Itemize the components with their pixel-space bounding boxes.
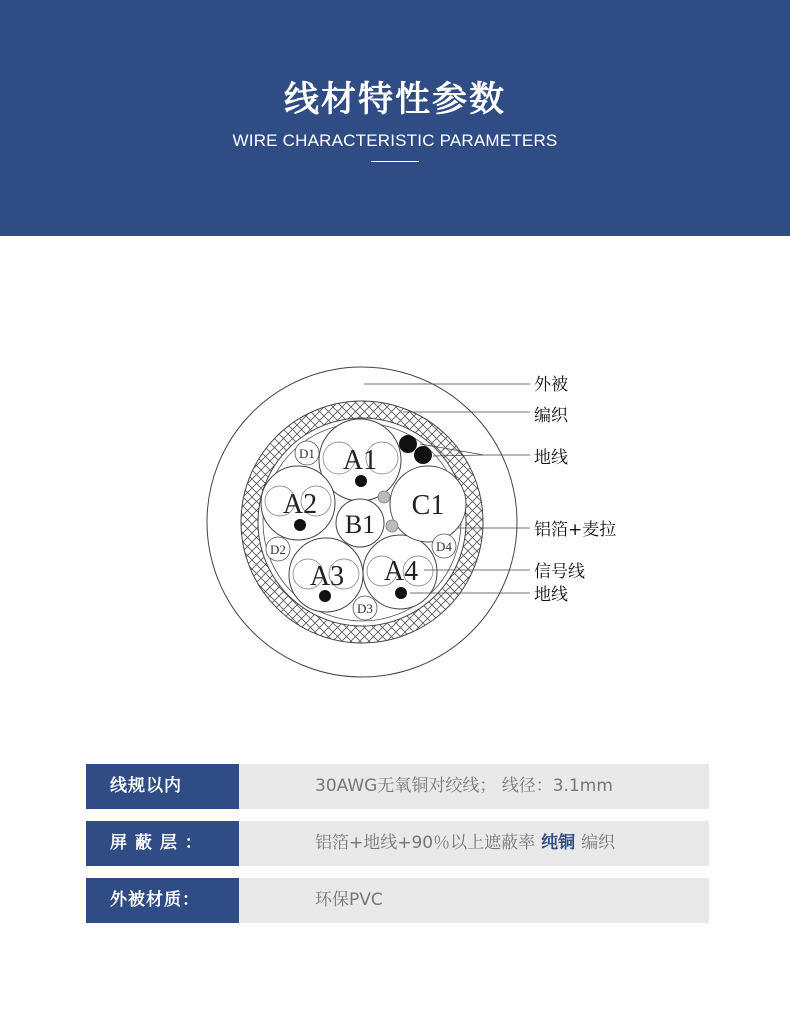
page-title: 线材特性参数 — [283, 80, 506, 120]
spec-value-shield-post: 编织 — [581, 833, 616, 853]
label-a1: A1 — [342, 445, 378, 476]
ground-wire-2 — [414, 446, 432, 464]
filler-d3 — [353, 596, 377, 620]
label-d1: D1 — [299, 446, 315, 461]
label-c1: C1 — [411, 490, 445, 521]
filler-d2 — [266, 537, 290, 561]
spec-label-shield: 屏 蔽 层 ： — [86, 821, 239, 866]
drain-wire-2 — [386, 520, 398, 532]
label-d2: D2 — [270, 542, 286, 557]
callout-foil-mylar: 铝箔+麦拉 — [534, 520, 617, 540]
pair-a2 — [261, 466, 335, 540]
callout-jacket: 外被 — [534, 375, 568, 395]
cable-diagram-svg — [0, 236, 790, 756]
spec-row-shield — [86, 821, 709, 866]
label-d4: D4 — [436, 539, 452, 554]
callout-ground-top: 地线 — [534, 448, 568, 468]
filler-d4 — [432, 534, 456, 558]
spec-value-shield-pre: 铝箔+地线+90％以上遮蔽率 — [315, 833, 536, 853]
label-b1: B1 — [344, 510, 376, 539]
spec-value-gauge: 30AWG无氧铜对绞线； 线径：3.1mm — [239, 764, 709, 809]
callout-ground-bottom: 地线 — [534, 585, 568, 605]
spec-value-jacket: 环保PVC — [239, 878, 709, 923]
spec-label-jacket: 外被材质： — [86, 878, 239, 923]
ground-wire-1 — [399, 435, 417, 453]
conductor-c1 — [390, 466, 466, 542]
drain-wire-1 — [378, 491, 390, 503]
conductor-b1 — [336, 499, 384, 547]
label-a3: A3 — [309, 561, 345, 592]
label-d3: D3 — [357, 601, 373, 616]
callout-signal: 信号线 — [534, 562, 585, 582]
spec-label-gauge: 线规以内 — [86, 764, 239, 809]
filler-d1 — [295, 441, 319, 465]
label-a4: A4 — [383, 556, 419, 587]
pair-a3 — [289, 538, 363, 612]
spec-row-gauge — [86, 764, 709, 809]
header-banner — [0, 0, 790, 236]
cable-cross-section — [0, 236, 790, 756]
spec-value-shield — [239, 821, 709, 866]
page-subtitle: WIRE CHARACTERISTIC PARAMETERS — [232, 131, 558, 150]
callout-braid: 编织 — [534, 406, 568, 426]
label-a2: A2 — [282, 489, 318, 520]
pair-a4 — [363, 535, 437, 609]
spec-value-shield-highlight: 纯铜 — [541, 833, 576, 853]
spec-row-jacket — [86, 878, 709, 923]
title-divider — [371, 161, 419, 162]
